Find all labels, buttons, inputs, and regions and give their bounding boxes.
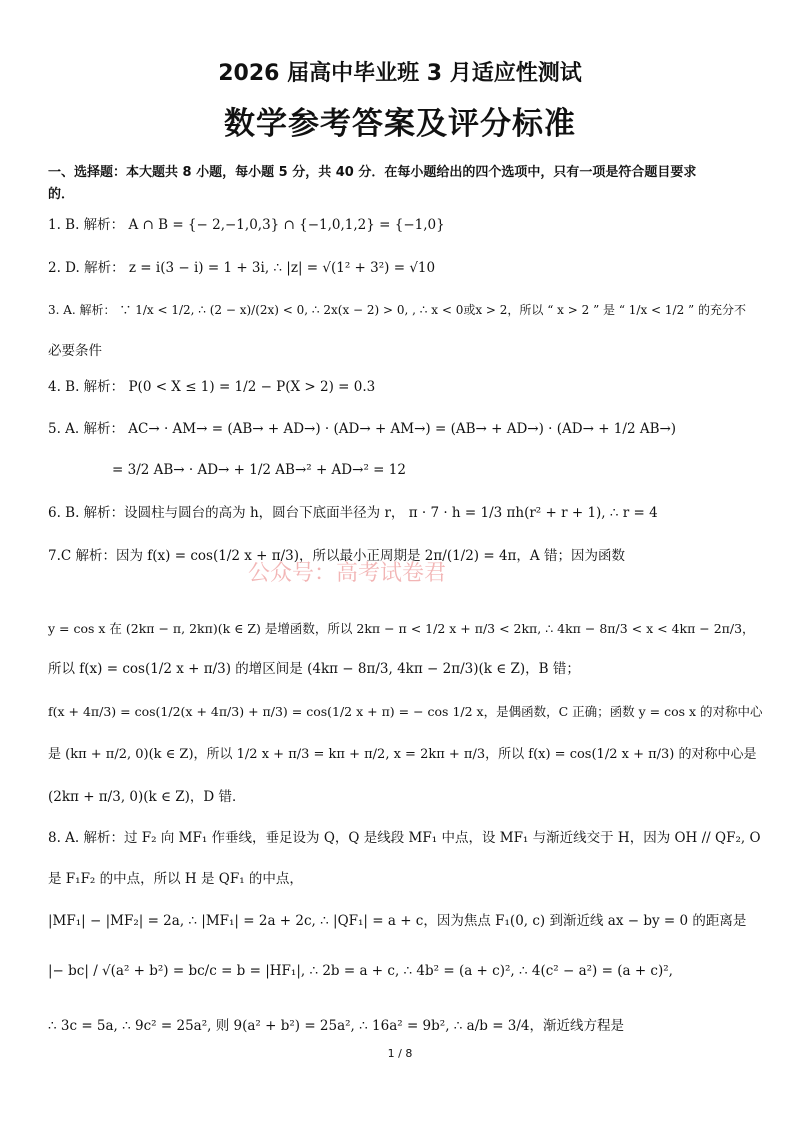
document-subtitle: 数学参考答案及评分标准 [224,106,576,142]
answer-line-q8-c: |MF₁| − |MF₂| = 2a, ∴ |MF₁| = 2a + 2c, ∴ |QF₁| = a + c，因为焦点 F₁(0, c) 到渐近线 ax − by = 0 的距离是 [48,913,747,929]
answer-line-q1: 1. B. 解析： A ∩ B = {− 2,−1,0,3} ∩ {−1,0,1,2} = {−1,0} [48,217,445,233]
watermark: 公众号：高考试卷君 [248,561,447,586]
page-number: 1 / 8 [387,1047,413,1060]
answer-line-q7-d: f(x + 4π/3) = cos(1/2(x + 4π/3) + π/3) = cos(1/2 x + π) = − cos 1/2 x，是偶函数，C 正确；函数 y = cos x 的对称中心 [48,704,763,719]
answer-line-q4: 4. B. 解析： P(0 < X ≤ 1) = 1/2 − P(X > 2) = 0.3 [48,379,376,395]
answer-line-q8-d: |− bc| / √(a² + b²) = bc/c = b = |HF₁|, ∴ 2b = a + c, ∴ 4b² = (a + c)², ∴ 4(c² − a²) = (a + c)², [48,963,673,979]
answer-line-q2: 2. D. 解析： z = i(3 − i) = 1 + 3i, ∴ |z| = √(1² + 3²) = √10 [48,260,436,276]
answer-line-q5-cont: = 3/2 AB→ · AD→ + 1/2 AB→² + AD→² = 12 [112,462,406,478]
answer-line-q8: 8. A. 解析：过 F₂ 向 MF₁ 作垂线，垂足设为 Q，Q 是线段 MF₁ 中点，设 MF₁ 与渐近线交于 H，因为 OH // QF₂, O [48,830,761,846]
answer-line-q5: 5. A. 解析： AC→ · AM→ = (AB→ + AD→) · (AD→ + AM→) = (AB→ + AD→) · (AD→ + 1/2 AB→) [48,421,677,437]
answer-line-q7-c: 所以 f(x) = cos(1/2 x + π/3) 的增区间是 (4kπ − 8π/3, 4kπ − 2π/3)(k ∈ Z)，B 错； [48,661,580,677]
answer-line-q6: 6. B. 解析：设圆柱与圆台的高为 h，圆台下底面半径为 r， π · 7 · h = 1/3 πh(r² + r + 1), ∴ r = 4 [48,505,658,521]
answer-line-q3: 3. A. 解析： ∵ 1/x < 1/2, ∴ (2 − x)/(2x) < 0, ∴ 2x(x − 2) > 0, , ∴ x < 0或x > 2，所以 “ x > 2 ” 是 “ 1/x < 1/2 ” 的充分不 [48,303,746,317]
answer-line-q7-f: (2kπ + π/3, 0)(k ∈ Z)，D 错． [48,789,246,805]
answer-line-q7: 7.C 解析：因为 f(x) = cos(1/2 x + π/3)，所以最小正周期是 2π/(1/2) = 4π，A 错；因为函数 [48,548,625,564]
answer-line-q3-cont: 必要条件 [48,343,102,359]
answer-line-q8-e: ∴ 3c = 5a, ∴ 9c² = 25a², 则 9(a² + b²) = 25a², ∴ 16a² = 9b², ∴ a/b = 3/4，渐近线方程是 [48,1018,625,1034]
section-heading-continued: 的． [48,187,75,202]
answer-line-q7-b: y = cos x 在 (2kπ − π, 2kπ)(k ∈ Z) 是增函数，所以 2kπ − π < 1/2 x + π/3 < 2kπ, ∴ 4kπ − 8π/3 < x < 4kπ − 2π/3， [48,621,755,636]
answer-line-q8-b: 是 F₁F₂ 的中点，所以 H 是 QF₁ 的中点， [48,871,303,887]
section-heading: 一、选择题：本大题共 8 小题，每小题 5 分，共 40 分．在每小题给出的四个选项中，只有一项是符合题目要求 [48,165,697,180]
exam-title: 2026 届高中毕业班 3 月适应性测试 [218,61,582,86]
answer-line-q7-e: 是 (kπ + π/2, 0)(k ∈ Z)，所以 1/2 x + π/3 = kπ + π/2, x = 2kπ + π/3，所以 f(x) = cos(1/2 x + π/3) 的对称中心是 [48,747,757,762]
